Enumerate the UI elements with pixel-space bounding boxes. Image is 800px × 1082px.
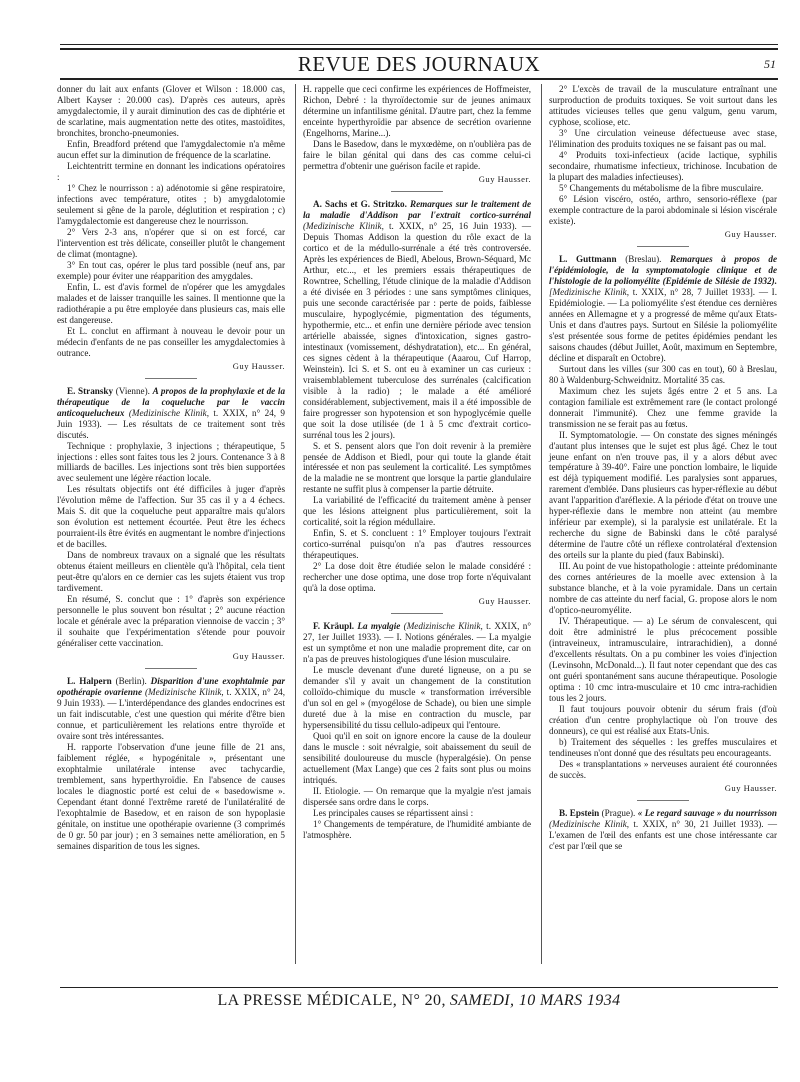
header-rule-bottom: [60, 78, 778, 80]
article-separator: [637, 246, 689, 247]
paragraph: Maximum chez les sujets âgés entre 2 et 5 ans. La contagion familiale est extrêmement rare (le contact prolongé donnerait l'immunité). Chez une femme gravide la transmission ne se ferait pas au fœtus.: [549, 385, 777, 429]
paragraph: Les principales causes se répartissent ainsi :: [313, 808, 474, 819]
page-number: 51: [764, 57, 776, 71]
article-journal: (Medizinische Klinik,: [403, 621, 483, 632]
page-footer: [60, 987, 778, 1012]
article-heading: [57, 676, 285, 742]
paragraph: Il faut toujours pouvoir obtenir du sérum frais (d'où création d'un centre prophylactique où l'on trouve des donneurs), ce qui est réalisé aux Etats-Unis.: [549, 704, 777, 737]
article-reference: t. XXIX, n° 24, 9 Juin 1933). — Les résultats de ce traitement sont très discutés.: [57, 407, 285, 440]
article-title: Disparition d'une exophtalmie par opothérapie ovarienne: [57, 676, 286, 698]
page-header: [60, 52, 778, 76]
article-title: Remarques à propos de l'épidémiologie, de la symptomatologie clinique et de l'histologie de la poliomyélite (Epidémie de Silésie de 1932).: [549, 253, 778, 286]
paragraph: Surtout dans les villes (sur 300 cas en tout), 60 à Breslau, 80 à Waldenburg-Schweidnitz. Mortalité 35 cas.: [549, 363, 777, 385]
paragraph: 6° Lésion viscéro, ostéo, arthro, sensorio-réflexe (par exemple contracture de la paroi abdominale si lésion viscérale existe).: [549, 193, 777, 226]
paragraph: IV. Thérapeutique. — a) Le sérum de convalescent, qui doit être administré le plus précocement possible (intraveineux, intramusculaire, intrarachidien), a donné d'excellents résultats. On a pu combiner les voies d'injection (Levinsohn, McDonald...). Il faut noter cependant que des cas ont guéri spontanément sans aucune thérapeutique. Posologie optima : 10 cmc intra-musculaire et 10 cmc intra-rachidien tous les 2 jours.: [549, 616, 777, 704]
paragraph: En résumé, S. conclut que : 1° d'après son expérience personnelle le plus souvent bon résultat ; 2° aucune réaction locale et générale avec la préparation viennoise de vaccin ; 3° il souhaite que l'expérimentation s'étende pour pouvoir généraliser cette vaccination.: [57, 594, 285, 649]
paragraph: 3° En tout cas, opérer le plus tard possible (neuf ans, par exemple) pour éviter une réapparition des amygdales.: [57, 259, 285, 281]
signature: Guy Hausser.: [478, 173, 531, 184]
article-separator: [145, 378, 197, 379]
article-title: « Le regard sauvage » du nourrisson: [637, 808, 777, 819]
article-reference: t. XXIX, n° 25, 16 Juin 1933). — Depuis Thomas Addison la question du rôle exact de la cortico et de la médullo-surrénale a été très controversée. Après les expériences de Biedl, Abelous, Brown-Séquard, Mc Arthur, etc..., et les premiers essais thérapeutiques de Rowntree, Schelling, l'étude clinique de la maladie d'Addison a été divisée en 3 périodes : une sans symptômes cliniques, puis une seconde caractérisée par : perte de poids, faiblesse musculaire, hypoglycémie, pigmentation des téguments, hypothermie, etc... et enfin une dernière période avec tension artérielle abaissée, signes d'intoxication, signes gastro-intestinaux (vomissement, déshydratation), etc... En général, ces signes cèdent à la thérapeutique (Aaarou, Cuf Harrop, Weinstein). Ici S. et S. ont eu à examiner un cas curieux : vraisemblablement tuberculose des surrénales (calcification visible à la radio) ; le malade a été amélioré considérablement, subjectivement, mais il a été impossible de faire progresser son hypotension et son hypoglycémie quelle que soit la dose utilisée (de 1 à 5 cmc d'extrait cortico-surrénal tous les 2 jours).: [303, 220, 532, 440]
article-city: (Breslau).: [625, 253, 662, 264]
paragraph: H. rapporte l'observation d'une jeune fille de 21 ans, faiblement réglée, « hypogénitale », présentant une exophtalmie unilatérale intense avec tachycardie, tremblement, sans hyperthyroïdie. En l'absence de causes locales le diagnostic porté est celui de « basedowisme ». Cependant étant donné l'extrême rareté de l'unilatéralité de l'exophtalmie de Basedow, et en raison de son hypoplasie génitale, on institue une opothérapie ovarienne (3 comprimés de 0 gr. 50 par jour) ; en 3 semaines nette amélioration, en 5 semaines disparition de tous les signes.: [57, 742, 285, 851]
paragraph: H. rappelle que ceci confirme les expériences de Hoffmeister, Richon, Debré : la thyroïdectomie sur de jeunes animaux détermine un infantilisme génital. D'autre part, chez la femme enceinte hyperthyroïdie par absence de secrétion ovarienne (Engelhorns, Marine...).: [303, 84, 531, 138]
article-separator: [637, 800, 689, 801]
article-title: A propos de la prophylaxie et de la thérapeutique de la coqueluche par le vaccin anticoquelucheux: [57, 385, 286, 418]
header-rule-thick: [60, 48, 778, 50]
article-title: Remarques sur le traitement de la maladie d'Addison par l'extrait cortico-surrénal: [303, 198, 532, 220]
paragraph: La variabilité de l'efficacité du traitement amène à penser que les lésions atteignent plus particulièrement, soit la corticalité, soit la région médullaire.: [303, 495, 531, 528]
article-author: L. Halpern: [67, 676, 112, 687]
signature: Guy Hausser.: [724, 228, 777, 239]
article-heading: [303, 621, 531, 665]
article-separator: [145, 668, 197, 669]
paragraph: 2° La dose doit être étudiée selon le malade considéré : rechercher une dose optima, une dose trop forte n'équivalant qu'à la dose optima.: [303, 561, 531, 594]
paragraph: Des « transplantations » nerveuses auraient été couronnées de succès.: [549, 759, 777, 781]
article-journal: [Medizinische Klinik,: [549, 286, 630, 297]
paragraph: 3° Une circulation veineuse défectueuse avec stase, l'élimination des produits toxiques ne se faisant pas ou mal.: [549, 127, 777, 149]
column-divider-2: [541, 84, 542, 964]
column-3: [549, 84, 777, 852]
article-journal: (Medizinische Klinik,: [145, 687, 224, 698]
article-heading: [57, 386, 285, 441]
article-reference: t. XXIX, n° 28, 7 Juillet 1933]. — I. Epidémiologie. — La poliomyélite s'est étendue ces dernières années en Allemagne et y a progressé de même qu'aux Etats-Unis et dans d'autres pays. Surtout en Silésie la poliomyélite s'est présentée sous forme de petites épidémies pendant les saisons chaudes (début Juillet, Août, maximum en Septembre, décline et disparaît en Octobre).: [549, 286, 777, 363]
paragraph: Enfin, Breadford prétend que l'amygdalectomie n'a même aucun effet sur la diminution de fréquence de la scarlatine.: [57, 138, 285, 160]
article-journal: (Medizinische Klinik,: [549, 819, 630, 829]
paragraph: 1° Changements de température, de l'humidité ambiante de l'atmosphère.: [303, 819, 531, 840]
paragraph: Et L. conclut en affirmant à nouveau le devoir pour un médecin d'enfants de ne pas conseiller les amygdalectomies à outrance.: [57, 325, 285, 358]
article-journal: (Medizinische Klinik,: [128, 407, 209, 418]
article-author: L. Guttmann: [559, 253, 617, 264]
paragraph: Leichtentritt termine en donnant les indications opératoires :: [57, 160, 285, 182]
column-1: [57, 84, 285, 852]
paragraph: III. Au point de vue histopathologie : atteinte prédominante des cornes antérieures de la moelle avec extension à la substance blanche, et à la voie pyramidale. Dans un certain nombre de cas atteinte du nerf facial, G. propose alors le nom d'optico-neuromyélite.: [549, 561, 777, 616]
paragraph: b) Traitement des séquelles : les greffes musculaires et tendineuses n'ont donné que des résultats peu encourageants.: [549, 737, 777, 759]
paragraph: S. et S. pensent alors que l'on doit revenir à la première pensée de Addison et Biedl, pour qui toute la glande était intéressée et non pas seulement la corticalité. Les symptômes de la maladie ne se montrent que lorsque la partie glandulaire restante ne suffit plus à compenser la partie détruite.: [303, 440, 531, 495]
article-city: (Prague).: [601, 808, 636, 819]
article-title: La myalgie: [357, 621, 401, 632]
article-author: F. Kräupl.: [313, 621, 355, 632]
footer-publication: LA PRESSE MÉDICALE, N° 20,: [217, 992, 446, 1009]
article-city: (Vienne).: [115, 385, 150, 396]
article-reference: t. XXIX, n° 27, 1er Juillet 1933). — I. Notions générales. — La myalgie est un symptôme et non une maladie proprement dite, car on n'a pas de preuves histologiques d'une lésion musculaire.: [303, 621, 532, 665]
paragraph: II. Symptomatologie. — On constate des signes méningés d'autant plus intenses que le sujet est plus âgé. Chez le tout jeune enfant on n'en trouve pas, il y a alors début avec température à 39-40°. Faire une ponction lombaire, le liquide est déjà typiquement modifié. Les paralysies sont apparues, rarement d'emblée. Dans plusieurs cas hyper-réflexie au début avant l'apparition d'aréflexie. A la période d'état on trouve une hyper-réflexie dans le membre non atteint (au membre inférieur par exemple), si la paralysie est unilatérale. Et la recherche du signe de Babinski dans le côté paralysé détermine de l'autre côté un réflexe controlatéral d'extension des orteils sur la plante du pied (faux Babinski).: [549, 429, 777, 561]
article-heading: [549, 808, 777, 852]
paragraph: Enfin, L. est d'avis formel de n'opérer que les amygdales malades et de laisser tranquille les saines. Il mentionne que la radiothérapie a pu être employée dans plusieurs cas, mais elle est dangereuse.: [57, 281, 285, 325]
paragraph: 2° Vers 2-3 ans, n'opérer que si on est forcé, car l'intervention est très délicate, conseiller plutôt le changement de climat (montagne).: [57, 226, 285, 259]
article-journal: (Medizinische Klinik,: [303, 220, 384, 231]
column-divider-1: [295, 84, 296, 964]
header-rule-thin: [60, 44, 778, 45]
paragraph: Les résultats objectifs ont été difficiles à juger d'après l'évolution même de l'affection. Sur 35 cas il y a 4 échecs. Mais S. dit que la coqueluche peut apparaître mais qu'alors son évolution est nettement écourtée. Peut être les échecs pourraient-ils être évités en augmentant le nombre d'injections et de bacilles.: [57, 484, 285, 550]
signature: Guy Hausser.: [232, 651, 285, 662]
article-author: E. Stransky: [67, 385, 114, 396]
paragraph: Dans de nombreux travaux on a signalé que les résultats obtenus étaient meilleurs en clientèle qu'à l'hôpital, cela tient peut-être qu'alors en ce dernier cas les sujets étaient vus trop tardivement.: [57, 550, 285, 594]
article-author: B. Epstein: [559, 808, 600, 819]
paragraph: 4° Produits toxi-infectieux (acide lactique, syphilis secondaire, rhumatisme infectieux, trichinose. Incubation de la plupart des maladies infectieuses).: [549, 149, 777, 182]
paragraph: 1° Chez le nourrisson : a) adénotomie si gêne respiratoire, infections avec température, otites ; b) amygdalotomie seulement si gêne de la parole, déglutition et respiration ; c) l'amygdalectomie est dangereuse chez le nourrisson.: [57, 182, 285, 226]
signature: Guy Hausser.: [232, 360, 285, 371]
article-heading: [303, 199, 531, 441]
paragraph: II. Etiologie. — On remarque que la myalgie n'est jamais dispersée sans ordre dans le corps.: [303, 786, 531, 808]
article-separator: [391, 613, 443, 614]
article-reference: t. XXIX, n° 30, 21 Juillet 1933). — L'examen de l'œil des enfants est une chose intéressante car c'est par l'œil que se: [549, 819, 778, 851]
paragraph: 5° Changements du métabolisme de la fibre musculaire.: [559, 182, 764, 193]
article-reference: t. XXIX, n° 24, 9 Juin 1933). — L'interdépendance des glandes endocrines est un fait indiscutable, c'est une question qui mérite d'être bien connue, et particulièrement les relations entre thyroïde et ovaire sont très intéressantes.: [57, 687, 285, 742]
paragraph: Le muscle devenant d'une dureté ligneuse, on a pu se demander s'il y avait un changement de la constitution colloïdo-chimique du muscle « transformation irréversible d'un sol en gel » (myogélose de Schade), ou bien une simple dureté due à la mise en contraction du muscle, par hypersensibilité du tissu cellulo-adipeux qui l'entoure.: [303, 665, 531, 731]
paragraph: Quoi qu'il en soit on ignore encore la cause de la douleur dans le muscle : soit névralgie, soit abaissement du seuil de sensibilité douloureuse du muscle (hyperalgésie). On pense actuellement (Max Lange) que ces 2 faits sont plus ou moins intriqués.: [303, 731, 531, 786]
signature: Guy Hausser.: [724, 783, 777, 794]
paragraph: donner du lait aux enfants (Glover et Wilson : 18.000 cas, Albert Kayser : 20.000 cas). D'après ces auteurs, après amygdalectomie, il y aurait diminution des cas de diphtérie et de scarlatine, mais augmentation nette des otites, mastoïdites, bronchites, broncho-pneumonies.: [57, 84, 285, 138]
article-separator: [391, 191, 443, 192]
article-city: (Berlin).: [115, 676, 147, 687]
paragraph: Dans le Basedow, dans le myxœdème, on n'oublièra pas de faire le bilan génital qui dans des cas comme celui-ci permettra d'obtenir une guérison facile et rapide.: [303, 138, 531, 171]
article-author: A. Sachs et G. Stritzko.: [313, 198, 407, 209]
footer-date: SAMEDI, 10 MARS 1934: [449, 992, 621, 1009]
paragraph: Enfin, S. et S. concluent : 1° Employer toujours l'extrait cortico-surrénal puisqu'on n'a pas d'autres ressources thérapeutiques.: [303, 528, 531, 561]
article-heading: [549, 254, 777, 364]
paragraph: Technique : prophylaxie, 3 injections ; thérapeutique, 5 injections : elles sont faites tous les 2 jours. Contenance 3 à 8 milliards de bacilles. Les injections sont très bien supportées avec seulement une légère réaction locale.: [57, 440, 285, 484]
journal-title: REVUE DES JOURNAUX: [297, 52, 541, 76]
paragraph: 2° L'excès de travail de la musculature entraînant une surproduction de produits toxiques. Se voit surtout dans les attitudes vicieuses telles que genu valgum, genu varum, cyphose, scoliose, etc.: [549, 84, 777, 127]
column-2: [303, 84, 531, 841]
signature: Guy Hausser.: [478, 596, 531, 607]
